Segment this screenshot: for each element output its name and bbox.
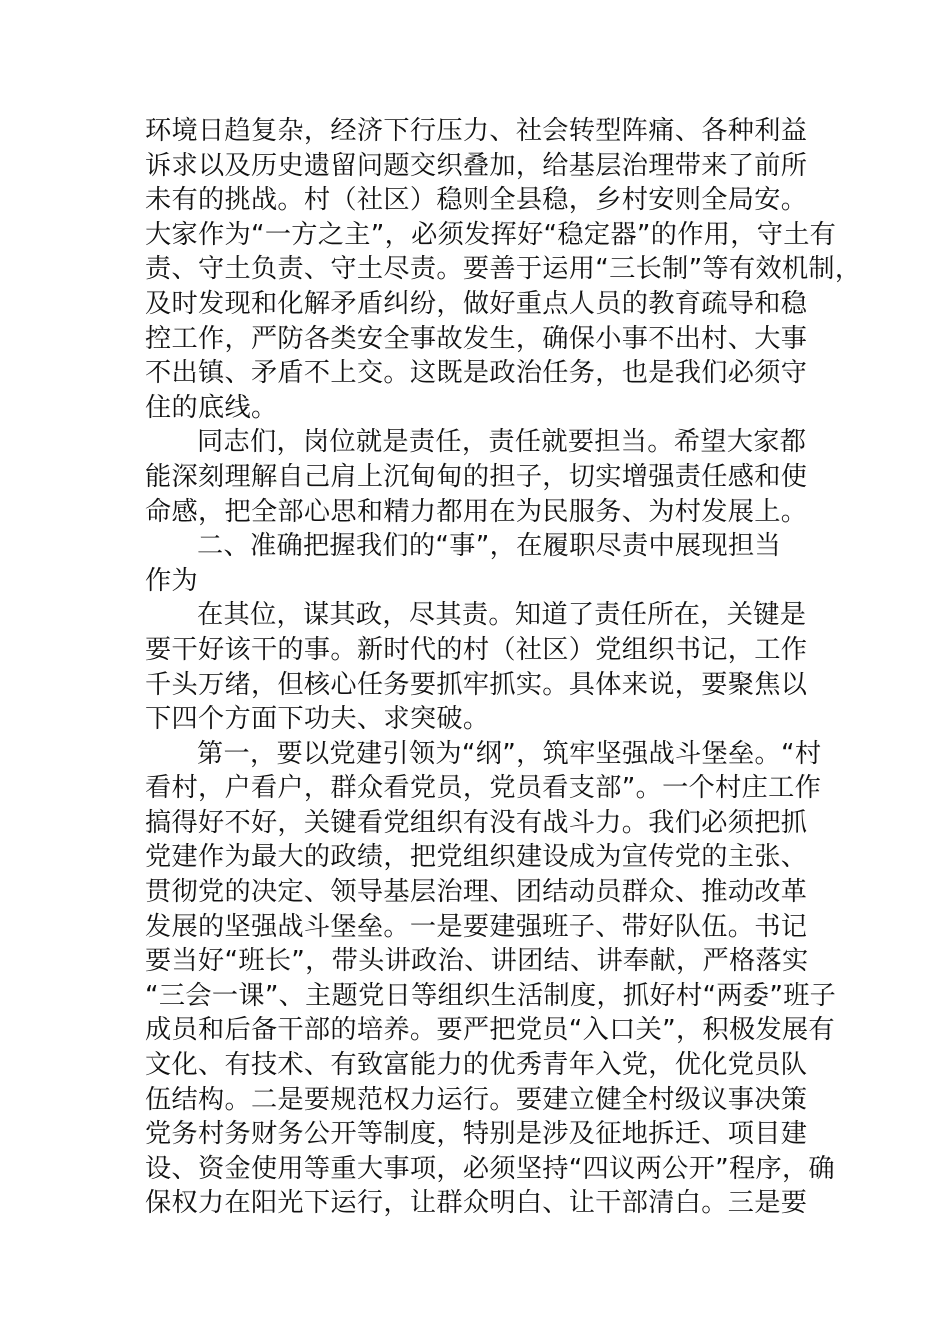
- text-line: 命感，把全部心思和精力都用在为民服务、为村发展上。: [145, 496, 808, 527]
- text-line: 发展的坚强战斗堡垒。一是要建强班子、带好队伍。书记: [145, 911, 808, 942]
- text-line: 二、准确把握我们的“事”，在履职尽责中展现担当: [197, 531, 781, 562]
- text-line: 未有的挑战。村（社区）稳则全县稳，乡村安则全局安。: [145, 185, 808, 216]
- text-line: 搞得好不好，关键看党组织有没有战斗力。我们必须把抓: [145, 807, 808, 838]
- text-line: 同志们，岗位就是责任，责任就要担当。希望大家都: [197, 427, 807, 458]
- text-line: 环境日趋复杂，经济下行压力、社会转型阵痛、各种利益: [145, 116, 808, 146]
- text-line: 在其位，谋其政，尽其责。知道了责任所在，关键是: [197, 600, 807, 631]
- text-line: 千头万绪，但核心任务要抓牢抓实。具体来说，要聚焦以: [145, 669, 808, 700]
- text-line: 能深刻理解自己肩上沉甸甸的担子，切实增强责任感和使: [145, 461, 808, 492]
- text-line: 贯彻党的决定、领导基层治理、团结动员群众、推动改革: [145, 877, 808, 908]
- text-line: 伍结构。二是要规范权力运行。要建立健全村级议事决策: [145, 1084, 808, 1115]
- text-line: 党建作为最大的政绩，把党组织建设成为宣传党的主张、: [145, 842, 808, 873]
- text-line: 作为: [145, 565, 198, 596]
- text-line: 控工作，严防各类安全事故发生，确保小事不出村、大事: [145, 323, 808, 354]
- text-line: 党务村务财务公开等制度，特别是涉及征地拆迁、项目建: [145, 1119, 808, 1150]
- text-line: 文化、有技术、有致富能力的优秀青年入党，优化党员队: [145, 1050, 808, 1081]
- text-line: 下四个方面下功夫、求突破。: [145, 704, 490, 735]
- text-line: 保权力在阳光下运行，让群众明白、让干部清白。三是要: [145, 1188, 808, 1219]
- text-line: 不出镇、矛盾不上交。这既是政治任务，也是我们必须守: [145, 358, 808, 389]
- text-line: 住的底线。: [145, 392, 278, 423]
- document-body: [145, 114, 862, 1221]
- text-line: 及时发现和化解矛盾纠纷，做好重点人员的教育疏导和稳: [145, 288, 808, 319]
- text-line: 要当好“班长”，带头讲政治、讲团结、讲奉献，严格落实: [145, 946, 809, 977]
- text-line: 成员和后备干部的培养。要严把党员“入口关”，积极发展有: [145, 1015, 835, 1046]
- text-line: 第一，要以党建引领为“纲”，筑牢坚强战斗堡垒。“村: [197, 738, 822, 769]
- text-line: 责、守土负责、守土尽责。要善于运用“三长制”等有效机制，: [145, 254, 862, 285]
- text-line: 大家作为“一方之主”，必须发挥好“稳定器”的作用，守土有: [145, 219, 837, 250]
- text-line: 诉求以及历史遗留问题交织叠加，给基层治理带来了前所: [145, 150, 808, 181]
- text-line: 设、资金使用等重大事项，必须坚持“四议两公开”程序，确: [145, 1153, 835, 1184]
- text-line: 看村，户看户，群众看党员，党员看支部”。一个村庄工作: [145, 773, 822, 804]
- text-line: “三会一课”、主题党日等组织生活制度，抓好村“两委”班子: [145, 980, 837, 1011]
- text-line: 要干好该干的事。新时代的村（社区）党组织书记，工作: [145, 634, 808, 665]
